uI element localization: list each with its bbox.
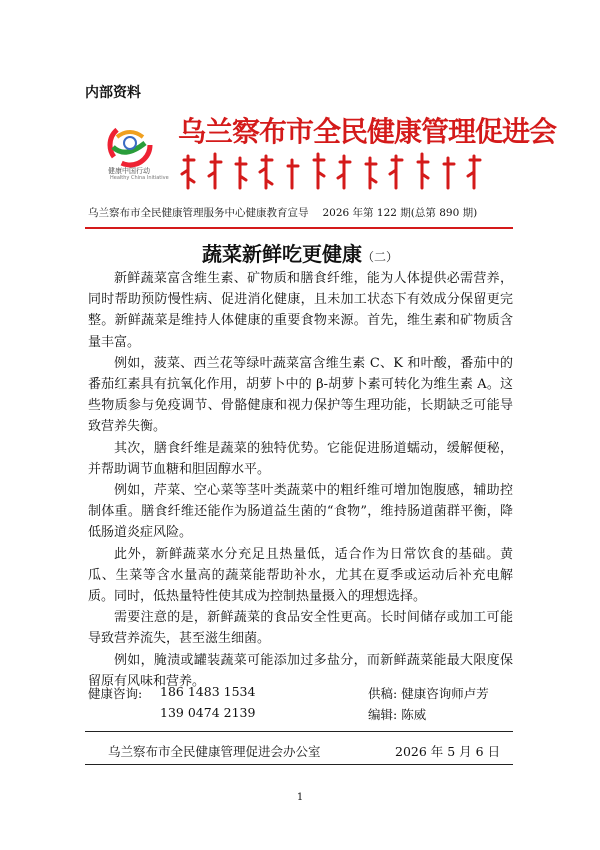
editor-line xyxy=(368,705,426,723)
editor-label: 编辑: xyxy=(368,707,398,722)
logo-caption: 健康中国行动 xyxy=(108,167,150,175)
paragraph: 此外，新鲜蔬菜水分充足且热量低，适合作为日常饮食的基础。黄瓜、生菜等含水量高的蔬菜能帮助补水，尤其在夏季或运动后补充电解质。同时，低热量特性使其成为控制热量摄入的理想选择。 xyxy=(88,546,513,605)
article-title xyxy=(0,238,600,267)
footer-divider-top xyxy=(85,731,513,732)
footer-divider-bottom xyxy=(85,764,513,765)
page-title: 乌兰察布市全民健康管理促进会 xyxy=(178,115,557,148)
sub-header xyxy=(88,205,477,220)
supplier-label: 供稿: xyxy=(368,686,398,701)
contact-phone-2: 139 0474 2139 xyxy=(160,705,256,720)
header-divider xyxy=(85,227,513,229)
logo-caption-en: Healthy China Initiative xyxy=(110,175,169,181)
supplier-line xyxy=(368,684,489,702)
issue-number: 2026 年第 122 期(总第 890 期) xyxy=(322,207,478,219)
footer-date: 2026 年 5 月 6 日 xyxy=(395,744,501,759)
paragraph: 新鲜蔬菜富含维生素、矿物质和膳食纤维，能为人体提供必需营养，同时帮助预防慢性病、促进消化健康，且未加工状态下有效成分保留更完整。新鲜蔬菜是维持人体健康的重要食物来源。首先，维生素和矿物质含量丰富。 xyxy=(88,271,513,350)
contact-label: 健康咨询: xyxy=(88,686,143,701)
footer-office: 乌兰察布市全民健康管理促进会办公室 xyxy=(108,744,321,759)
paragraph: 需要注意的是，新鲜蔬菜的食品安全性更高。长时间储存或加工可能导致营养流失，甚至滋生细菌。 xyxy=(88,610,513,647)
supplier-name: 健康咨询师卢芳 xyxy=(401,686,489,701)
contact-phone-1: 186 1483 1534 xyxy=(160,684,256,699)
paragraph: 例如，菠菜、西兰花等绿叶蔬菜富含维生素 C、K 和叶酸，番茄中的番茄红素具有抗氧化作用，胡萝卜中的 β-胡萝卜素可转化为维生素 A。这些物质参与免疫调节、骨骼健康和视力保护等生理功能，长期缺乏可能导致营养失衡。 xyxy=(88,355,513,435)
article-body xyxy=(88,268,513,692)
sub-org: 乌兰察布市全民健康管理服务中心健康教育宣导 xyxy=(88,207,309,219)
article-title-sub: （二） xyxy=(361,250,398,264)
paragraph: 其次，膳食纤维是蔬菜的独特优势。它能促进肠道蠕动，缓解便秘，并帮助调节血糖和胆固醇水平。 xyxy=(88,440,513,477)
paragraph: 例如，芹菜、空心菜等茎叶类蔬菜中的粗纤维可增加饱腹感，辅助控制体重。膳食纤维还能作为肠道益生菌的“食物”，维持肠道菌群平衡，降低肠道炎症风险。 xyxy=(88,483,513,541)
article-title-main: 蔬菜新鲜吃更健康 xyxy=(201,242,362,266)
internal-label: 内部资料 xyxy=(85,85,141,101)
paragraph: 例如，腌渍或罐装蔬菜可能添加过多盐分，而新鲜蔬菜能最大限度保留原有风味和营养。 xyxy=(88,652,513,689)
editor-name: 陈威 xyxy=(401,707,427,722)
page-number: 1 xyxy=(296,792,304,803)
mongolian-script-title xyxy=(180,148,490,193)
